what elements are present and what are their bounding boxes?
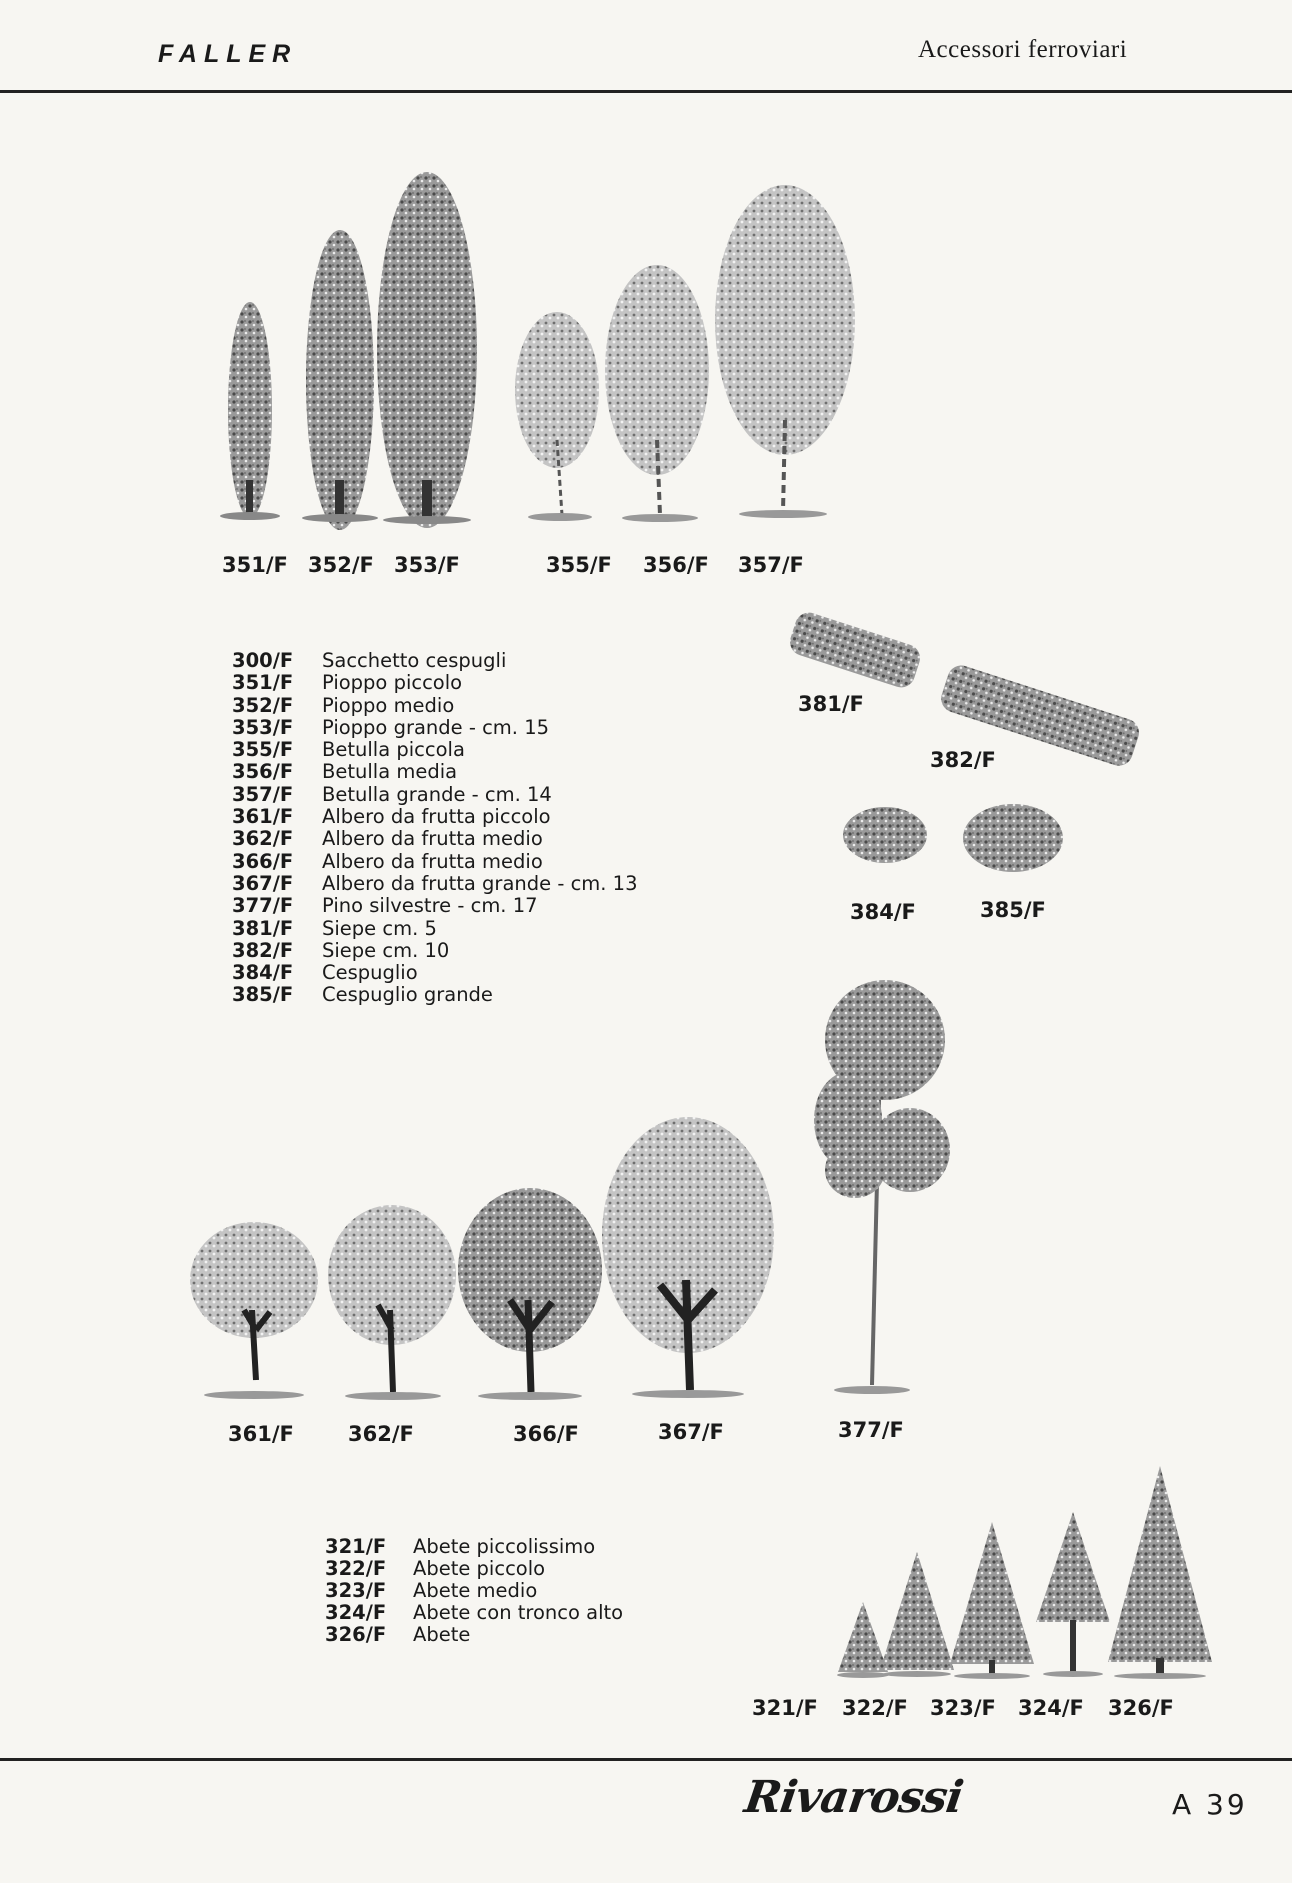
fruit-tree-medium-drawing: [328, 1205, 456, 1400]
fir-large-drawing: [1108, 1466, 1212, 1679]
footer-rule: [0, 1758, 1292, 1761]
label-385: 385/F: [980, 898, 1046, 922]
legend-desc: Albero da frutta piccolo: [322, 805, 551, 829]
legend-code: 362/F: [232, 827, 294, 851]
legend-row: [325, 1580, 623, 1602]
legend-row: [232, 873, 638, 895]
label-384: 384/F: [850, 900, 916, 924]
birch-medium-drawing: [605, 265, 709, 522]
legend-code: 361/F: [232, 805, 294, 829]
hedge-short-drawing: [786, 609, 923, 691]
label-326: 326/F: [1108, 1696, 1174, 1720]
fir-tall-trunk-drawing: [1036, 1512, 1110, 1677]
legend-desc: Pioppo piccolo: [322, 671, 463, 695]
legend-desc: Abete medio: [413, 1579, 538, 1602]
legend-desc: Abete piccolissimo: [413, 1535, 596, 1558]
legend-row: [232, 650, 638, 672]
publisher-logo: Rivarossi: [741, 1772, 966, 1823]
legend-code: 385/F: [232, 983, 294, 1007]
label-321: 321/F: [752, 1696, 818, 1720]
legend-desc: Cespuglio grande: [322, 983, 493, 1007]
label-381: 381/F: [798, 692, 864, 716]
legend-row: [325, 1536, 623, 1558]
legend-desc: Albero da frutta medio: [322, 827, 543, 851]
label-353: 353/F: [394, 553, 460, 577]
fruit-tree-small-drawing: [190, 1222, 318, 1399]
label-351: 351/F: [222, 553, 288, 577]
label-377: 377/F: [838, 1418, 904, 1442]
legend-desc: Albero da frutta medio: [322, 849, 543, 873]
fir-legend: [325, 1536, 623, 1646]
legend-code: 357/F: [232, 782, 294, 806]
legend-code: 355/F: [232, 738, 294, 762]
fir-small-drawing: [880, 1552, 954, 1677]
legend-row: [232, 851, 638, 873]
poplar-medium-drawing: [302, 230, 378, 530]
legend-code: 326/F: [325, 1623, 387, 1646]
legend-row: [232, 940, 638, 962]
legend-desc: Betulla piccola: [322, 738, 465, 762]
legend-row: [232, 828, 638, 850]
legend-row: [232, 761, 638, 783]
section-title: Accessori ferroviari: [918, 36, 1128, 63]
legend-row: [232, 784, 638, 806]
legend-desc: Abete con tronco alto: [413, 1601, 624, 1624]
legend-code: 323/F: [325, 1579, 387, 1602]
legend-desc: Siepe cm. 10: [322, 938, 450, 962]
label-356: 356/F: [643, 553, 709, 577]
label-324: 324/F: [1018, 1696, 1084, 1720]
product-legend: [232, 650, 638, 1007]
legend-code: 352/F: [232, 693, 294, 717]
legend-code: 382/F: [232, 938, 294, 962]
legend-desc: Abete: [413, 1623, 471, 1646]
label-367: 367/F: [658, 1420, 724, 1444]
poplar-small-drawing: [220, 302, 280, 520]
fruit-tree-large-drawing: [602, 1117, 774, 1398]
legend-row: [232, 672, 638, 694]
legend-desc: Albero da frutta grande - cm. 13: [322, 871, 638, 895]
legend-desc: Abete piccolo: [413, 1557, 546, 1580]
label-362: 362/F: [348, 1422, 414, 1446]
legend-row: [325, 1624, 623, 1646]
label-355: 355/F: [546, 553, 612, 577]
label-323: 323/F: [930, 1696, 996, 1720]
legend-code: 367/F: [232, 871, 294, 895]
legend-desc: Pioppo grande - cm. 15: [322, 715, 550, 739]
label-382: 382/F: [930, 748, 996, 772]
bush-drawing: [843, 807, 927, 863]
poplar-large-drawing: [377, 172, 477, 528]
legend-code: 384/F: [232, 961, 294, 985]
legend-code: 377/F: [232, 894, 294, 918]
label-357: 357/F: [738, 553, 804, 577]
legend-code: 351/F: [232, 671, 294, 695]
legend-desc: Betulla media: [322, 760, 458, 784]
legend-code: 381/F: [232, 916, 294, 940]
legend-row: [232, 962, 638, 984]
legend-row: [232, 695, 638, 717]
legend-desc: Pino silvestre - cm. 17: [322, 894, 538, 918]
birch-small-drawing: [515, 312, 599, 521]
legend-code: 300/F: [232, 649, 294, 672]
label-322: 322/F: [842, 1696, 908, 1720]
legend-code: 321/F: [325, 1535, 387, 1558]
legend-row: [232, 717, 638, 739]
legend-desc: Cespuglio: [322, 961, 418, 985]
fruit-tree-medium-2-drawing: [458, 1188, 602, 1400]
page-number: A 39: [1172, 1788, 1248, 1821]
legend-desc: Betulla grande - cm. 14: [322, 782, 552, 806]
scots-pine-drawing: [814, 980, 950, 1394]
label-366: 366/F: [513, 1422, 579, 1446]
legend-desc: Sacchetto cespugli: [322, 649, 507, 672]
legend-code: 324/F: [325, 1601, 387, 1624]
fir-medium-drawing: [950, 1522, 1034, 1679]
legend-code: 353/F: [232, 715, 294, 739]
legend-row: [325, 1602, 623, 1624]
brand-name: FALLER: [158, 40, 298, 68]
legend-row: [232, 739, 638, 761]
legend-code: 366/F: [232, 849, 294, 873]
legend-code: 322/F: [325, 1557, 387, 1580]
legend-row: [232, 895, 638, 917]
legend-row: [232, 984, 638, 1006]
legend-row: [325, 1558, 623, 1580]
legend-desc: Pioppo medio: [322, 693, 455, 717]
label-361: 361/F: [228, 1422, 294, 1446]
label-352: 352/F: [308, 553, 374, 577]
legend-desc: Siepe cm. 5: [322, 916, 437, 940]
legend-code: 356/F: [232, 760, 294, 784]
legend-row: [232, 806, 638, 828]
birch-large-drawing: [715, 185, 855, 518]
legend-row: [232, 918, 638, 940]
bush-large-drawing: [963, 804, 1063, 872]
